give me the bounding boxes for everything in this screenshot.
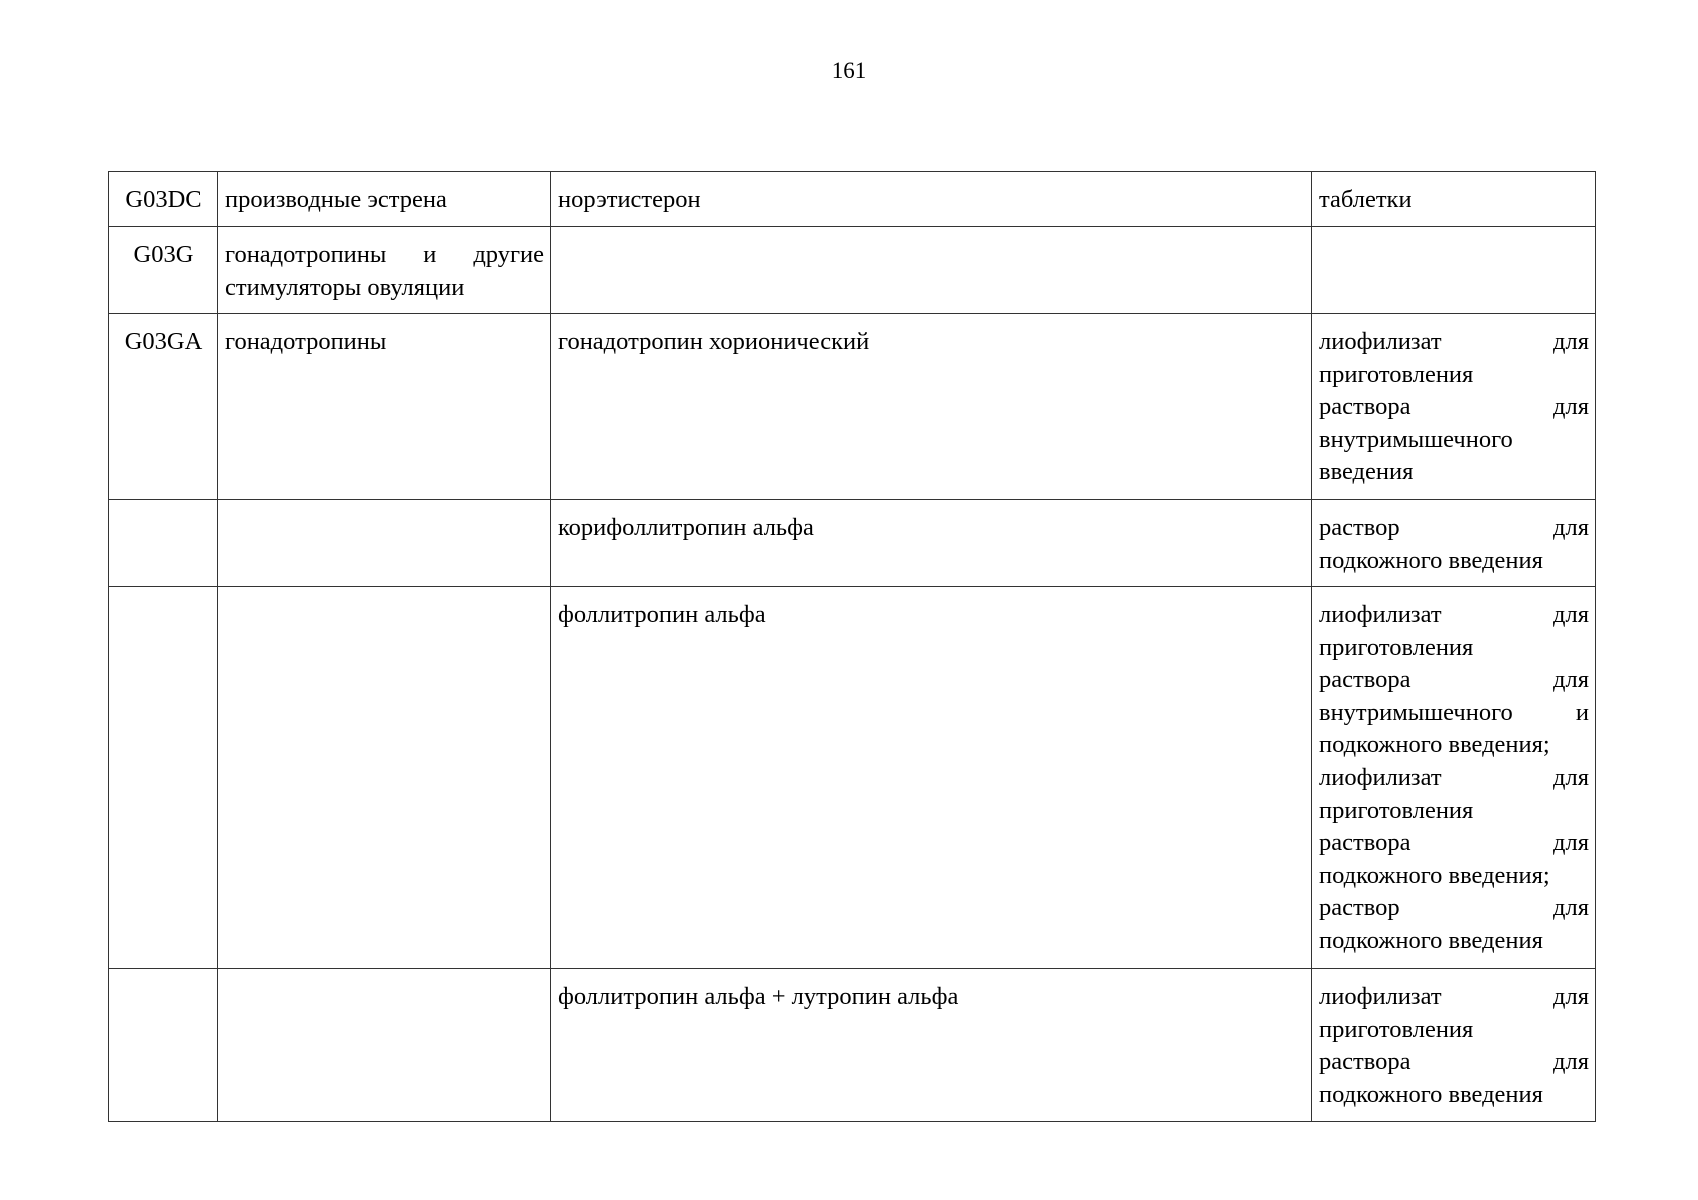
- group-name-cell: [218, 587, 551, 969]
- substance-cell: гонадотропин хорионический: [551, 314, 1312, 500]
- dosage-form-cell: [1312, 500, 1596, 587]
- atc-code-cell: [109, 500, 218, 587]
- atc-code-cell: G03DC: [109, 172, 218, 227]
- table-row: [109, 969, 1596, 1122]
- dosage-form-line: приготовления: [1319, 796, 1474, 824]
- substance-cell: фоллитропин альфа + лутропин альфа: [551, 969, 1312, 1122]
- substance-cell: норэтистерон: [551, 172, 1312, 227]
- dosage-form-cell: [1312, 587, 1596, 969]
- dosage-form-line: лиофилизат для: [1319, 601, 1589, 628]
- dosage-form-line: раствор для: [1319, 514, 1589, 541]
- group-name-cell: гонадотропины: [218, 314, 551, 500]
- substance-cell: корифоллитропин альфа: [551, 500, 1312, 587]
- group-name-cell: гонадотропины и другие стимуляторы овуляции: [218, 227, 551, 314]
- dosage-form-line: подкожного введения;: [1319, 861, 1550, 889]
- group-name-cell: [218, 969, 551, 1122]
- dosage-form-line: приготовления: [1319, 1015, 1474, 1043]
- dosage-form-line: раствор для: [1319, 894, 1589, 922]
- dosage-form-line: раствора для: [1319, 393, 1589, 421]
- dosage-form-line: лиофилизат для: [1319, 983, 1589, 1010]
- group-name-cell: [218, 500, 551, 587]
- dosage-form-cell: [1312, 227, 1596, 314]
- dosage-form-line: приготовления: [1319, 633, 1474, 661]
- dosage-form-cell: [1312, 314, 1596, 500]
- dosage-form-line: лиофилизат для: [1319, 763, 1589, 791]
- dosage-form-line: таблетки: [1319, 186, 1412, 213]
- dosage-form-line: подкожного введения;: [1319, 731, 1550, 759]
- drug-table: [108, 171, 1596, 1122]
- dosage-form-line: лиофилизат для: [1319, 328, 1589, 355]
- dosage-form-line: подкожного введения: [1319, 926, 1543, 954]
- page-number: 161: [831, 58, 867, 83]
- substance-cell: фоллитропин альфа: [551, 587, 1312, 969]
- atc-code-cell: [109, 587, 218, 969]
- dosage-form-cell: [1312, 172, 1596, 227]
- substance-cell: [551, 227, 1312, 314]
- dosage-form-line: подкожного введения: [1319, 1080, 1543, 1108]
- atc-code-cell: G03GA: [109, 314, 218, 500]
- atc-code-cell: [109, 969, 218, 1122]
- dosage-form-line: приготовления: [1319, 360, 1474, 388]
- table-row: [109, 587, 1596, 969]
- dosage-form-line: раствора для: [1319, 829, 1589, 857]
- dosage-form-line: внутримышечного: [1319, 425, 1513, 453]
- dosage-form-line: подкожного введения: [1319, 546, 1543, 574]
- group-name-cell: производные эстрена: [218, 172, 551, 227]
- table-row: [109, 227, 1596, 314]
- table-body: [109, 172, 1596, 1122]
- table-row: [109, 500, 1596, 587]
- dosage-form-line: внутримышечного и: [1319, 698, 1589, 726]
- dosage-form-line: введения: [1319, 458, 1414, 486]
- dosage-form-line: раствора для: [1319, 1048, 1589, 1076]
- table-row: [109, 314, 1596, 500]
- dosage-form-line: раствора для: [1319, 666, 1589, 694]
- table-row: [109, 172, 1596, 227]
- dosage-form-cell: [1312, 969, 1596, 1122]
- atc-code-cell: G03G: [109, 227, 218, 314]
